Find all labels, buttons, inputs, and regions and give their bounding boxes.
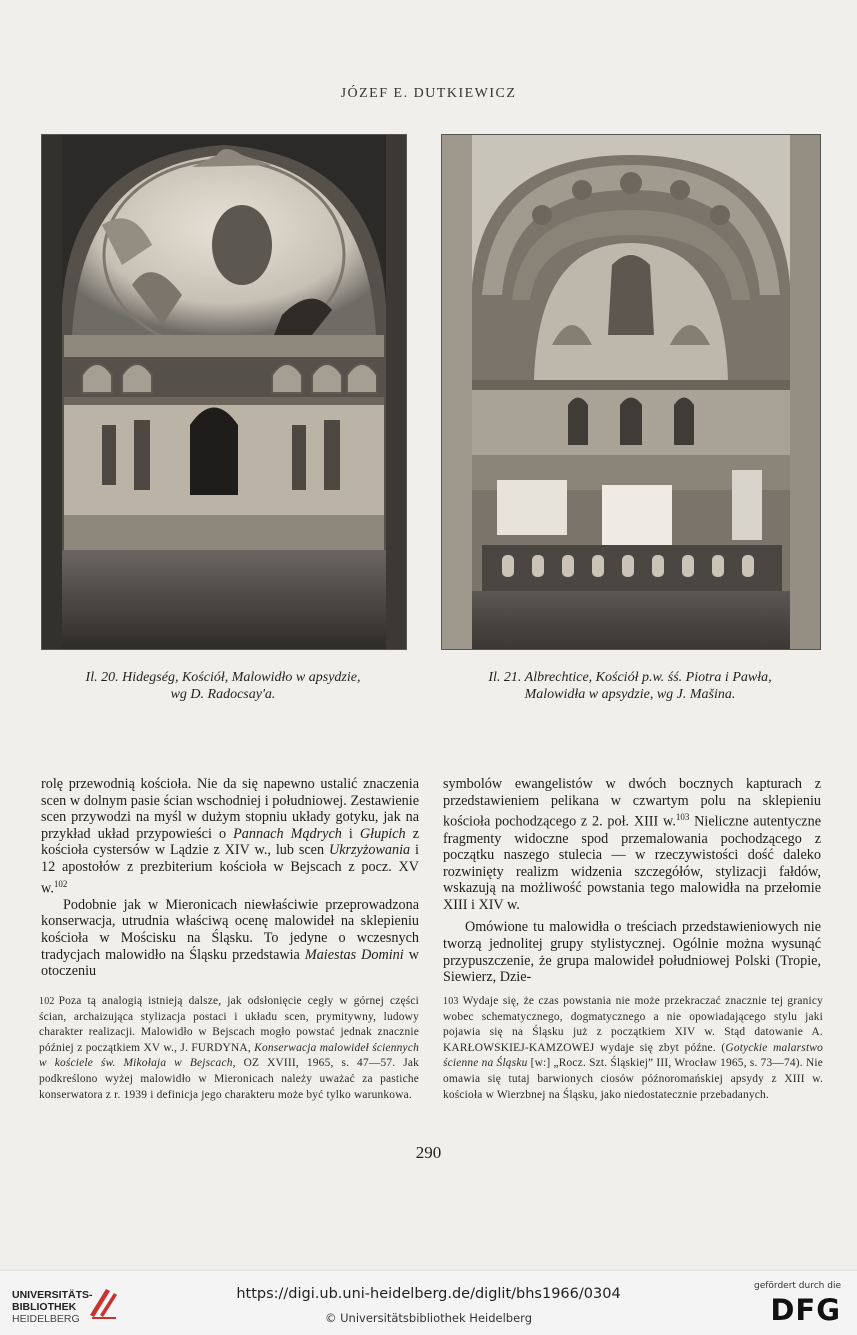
footnote-ref-103[interactable]: 103 <box>675 812 690 823</box>
body-column-left <box>41 776 419 980</box>
dfg-logo[interactable]: DFG <box>770 1293 841 1327</box>
caption-left-line2: wg D. Radocsay'a. <box>170 687 276 702</box>
apse-photo-albrechtice <box>441 134 821 650</box>
permalink-url[interactable]: https://digi.ub.uni-heidelberg.de/diglit/bhs1966/0304 <box>236 1286 621 1302</box>
paragraph: rolę przewodnią kościoła. Nie da się napewno ustalić znaczenia scen w dolnym pasie ścian wschodniej i południowej. Zestawienie scen przywodzi na myśl w dużym stopniu układy gotyku, jak na przykład układ przypowieści o Pannach Mądrych i Głupich z kościoła cystersów w Lądzie z XIV w., lub scen Ukrzyżowania i 12 apostołów z prezbiterium kościoła w Bejscach z pocz. XV w.$^{102}$ <box>41 776 419 897</box>
viewer-footer <box>0 1270 857 1335</box>
library-logo[interactable]: UNIVERSITÄTS- BIBLIOTHEK HEIDELBERG <box>12 1289 93 1325</box>
footnote-102: 102 Poza tą analogią istnieją dalsze, jak odsłonięcie cegły w górnej części ścian, archaizująca stylizacja postaci i układu scen, prymitywny, ludowy charakter realizacji. Malowidło w Bejscach mogło powstać jednak znacznie później z początkiem XV w., J. FURDYNA, Konserwacja malowideł ściennych w kościele św. Mikołaja w Bejscach, OZ XVIII, 1965, s. 47—57. Jak podkreślono wyżej malowidło w Mieronicach należy uważać za pastiche konserwatora z r. 1939 i definicja jego charakteru może być tylko warunkowa. <box>39 995 419 1101</box>
footnote-103: 103 Wydaje się, że czas powstania nie może przekraczać znacznie tej granicy wobec schematycznego, dogmatycznego a nie opowiadającego stylu jaki pojawia się na Śląsku już z początkiem XIV w. Stąd datowanie A. KARŁOWSKIEJ-KAMZOWEJ wydaje się zbyt późne. (Gotyckie malarstwo ścienne na Śląsku [w:] „Rocz. Szt. Śląskiej” III, Wrocław 1965, s. 73—74). Nie omawia się tutaj barwionych ciosów późnoromańskiej apsydy z XIII w. kościoła w Wierzbnej na Śląsku, jako niedostatecznie przebadanych. <box>443 995 823 1101</box>
running-header: JÓZEF E. DUTKIEWICZ <box>340 86 517 101</box>
apse-photo-hidegseg <box>41 134 407 650</box>
footnote-number: 103 <box>443 996 459 1007</box>
caption-left-line1: Il. 20. Hidegség, Kościół, Malowidło w apsydzie, <box>85 670 361 685</box>
caption-right-line2: Malowidła w apsydzie, wg J. Mašina. <box>524 687 736 702</box>
figure-caption-left <box>41 669 405 703</box>
page-number: 290 <box>415 1143 442 1162</box>
paragraph: symbolów ewangelistów w dwóch bocznych kapturach z przedstawieniem pelikana w czwartym polu na sklepieniu kościoła pochodzącego z 2. poł. XIII w.$^{103}$ Nieliczne autentyczne fragmenty widoczne spod przemalowania pochodzącego z początku naszego stulecia — w rzeczywistości dość daleko rozwinięty realizm widzenia szczegółów, stylizacji fałdów, wskazują na możliwość powstania tego malowidła na przełomie XIII i XIV w. <box>443 776 821 913</box>
figure-caption-right <box>441 669 819 703</box>
copyright-notice: © Universitätsbibliothek Heidelberg <box>324 1311 532 1325</box>
caption-right-line1: Il. 21. Albrechtice, Kościół p.w. śś. Piotra i Pawła, <box>488 670 772 685</box>
footnote-ref-102[interactable]: 102 <box>53 878 68 889</box>
paragraph: Omówione tu malowidła o treściach przedstawieniowych nie tworzą jednolitej grupy stylistycznej. Ogólnie można wysunąć przypuszczenie, że grupa malowideł południowej Polski (Tropie, Siewierz, Dzie- <box>443 919 821 986</box>
body-column-right <box>443 776 821 986</box>
paragraph: Podobnie jak w Mieronicach niewłaściwie przeprowadzona konserwacja, utrudnia właściwą ocenę malowideł na sklepieniu kościoła w Mościsku na Śląsku. To jedyne o wczesnych tradycjach malowidło na Śląsku przedstawia Maiestas Domini w otoczeniu <box>41 896 419 980</box>
funding-label: gefördert durch die <box>754 1281 841 1291</box>
footnote-number: 102 <box>39 996 55 1007</box>
